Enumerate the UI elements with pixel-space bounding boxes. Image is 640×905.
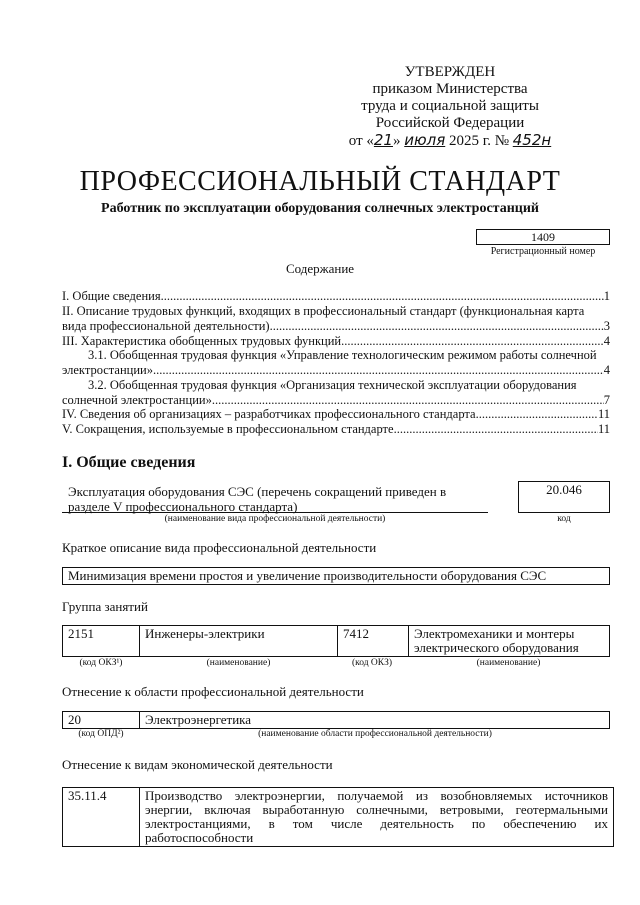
professional-area-table xyxy=(62,711,610,729)
approval-line2: приказом Министерства xyxy=(372,81,528,97)
okz-name-2: Электромеханики и монтеры электрического оборудования xyxy=(409,626,610,657)
date-prefix: от « xyxy=(348,133,374,149)
okz-code-1: 2151 xyxy=(63,626,140,657)
date-day: 21 xyxy=(373,131,393,149)
occupation-group-label: Группа занятий xyxy=(62,599,148,614)
toc-text-cont: электростанции» xyxy=(62,363,153,377)
brief-description-text: Минимизация времени простоя и увеличение производительности оборудования СЭС xyxy=(63,568,610,585)
toc-text: 3.2. Обобщенная трудовая функция «Организация технической эксплуатации оборудования xyxy=(88,378,577,392)
toc-item-3[interactable] xyxy=(62,334,610,349)
okz-name-caption-1: (наименование) xyxy=(206,658,271,668)
toc-page: 11 xyxy=(597,407,610,421)
opd-name: Электроэнергетика xyxy=(140,712,610,729)
approval-block xyxy=(320,64,580,150)
toc-text: I. Общие сведения xyxy=(62,289,161,303)
toc-page: 4 xyxy=(603,363,610,377)
toc-item-5[interactable] xyxy=(62,422,610,437)
professional-area-label: Отнесение к области профессиональной деятельности xyxy=(62,684,364,699)
approval-line4: Российской Федерации xyxy=(375,115,525,131)
toc-item-4[interactable] xyxy=(62,407,610,422)
toc-item-3-1[interactable] xyxy=(62,348,610,378)
registration-number-label: Регистрационный номер xyxy=(490,246,596,257)
toc-page: 7 xyxy=(603,393,610,407)
date-month: июля xyxy=(404,131,446,149)
order-number: 452н xyxy=(512,131,552,149)
toc-text: V. Сокращения, используемые в профессиональном стандарте xyxy=(62,422,394,436)
toc-text: III. Характеристика обобщенных трудовых функций xyxy=(62,334,342,348)
toc-text-cont: вида профессиональной деятельности) xyxy=(62,319,270,333)
section-title: I. Общие сведения xyxy=(62,454,196,471)
date-mid: » xyxy=(392,133,405,149)
okz-name-caption-2: (наименование) xyxy=(476,658,541,668)
toc-item-2[interactable] xyxy=(62,304,610,334)
activity-code-box: 20.046 xyxy=(518,481,610,513)
okz-code-caption-2: (код ОКЗ) xyxy=(351,658,393,668)
okz-code-caption-1: (код ОКЗ¹) xyxy=(79,658,123,668)
toc-page: 4 xyxy=(603,334,610,348)
toc-page: 3 xyxy=(603,319,610,333)
activity-name-caption: (наименование вида профессиональной деятельности) xyxy=(164,514,386,524)
toc-item-3-2[interactable] xyxy=(62,378,610,408)
brief-description-label: Краткое описание вида профессиональной деятельности xyxy=(62,540,377,555)
approval-date xyxy=(320,132,580,150)
toc-page: 1 xyxy=(603,289,610,303)
economic-activity-table xyxy=(62,787,614,847)
brief-description-table xyxy=(62,567,610,585)
economic-activity-label: Отнесение к видам экономической деятельности xyxy=(62,757,333,772)
toc-text-cont: солнечной электростанции» xyxy=(62,393,212,407)
opd-code-caption: (код ОПД²) xyxy=(78,729,124,739)
toc-page: 11 xyxy=(597,422,610,436)
okz-code-2: 7412 xyxy=(338,626,409,657)
okved-code: 35.11.4 xyxy=(63,788,140,847)
okved-name: Производство электроэнергии, получаемой из возобновляемых источников энергии, включая выработанную солнечными, ветровыми, геотермальными электростанциями, в том числе деятельность по обеспечению их работоспособности xyxy=(140,788,614,847)
opd-name-caption: (наименование области профессиональной деятельности) xyxy=(258,729,492,739)
toc-text: 3.1. Обобщенная трудовая функция «Управление технологическим режимом работы солнечной xyxy=(88,348,597,362)
registration-number-box: 1409 xyxy=(476,229,610,245)
occupation-group-table xyxy=(62,625,610,657)
date-year: 2025 г. № xyxy=(445,133,513,149)
toc-text: II. Описание трудовых функций, входящих в профессиональный стандарт (функциональная карта xyxy=(62,304,585,318)
activity-name: Эксплуатация оборудования СЭС (перечень сокращений приведен в разделе V профессионального стандарта) xyxy=(68,484,447,514)
contents-title: Содержание xyxy=(285,261,355,276)
toc-item-1[interactable] xyxy=(62,289,610,304)
document-subtitle: Работник по эксплуатации оборудования солнечных электростанций xyxy=(101,201,539,216)
approval-line1: УТВЕРЖДЕН xyxy=(404,64,496,80)
approval-line3: труда и социальной защиты xyxy=(361,98,539,114)
opd-code: 20 xyxy=(63,712,140,729)
activity-name-underline xyxy=(62,512,488,513)
document-title: ПРОФЕССИОНАЛЬНЫЙ СТАНДАРТ xyxy=(79,166,561,197)
okz-name-1: Инженеры-электрики xyxy=(140,626,338,657)
activity-code-caption: код xyxy=(557,514,571,524)
toc-text: IV. Сведения об организациях – разработчиках профессионального стандарта xyxy=(62,407,476,421)
